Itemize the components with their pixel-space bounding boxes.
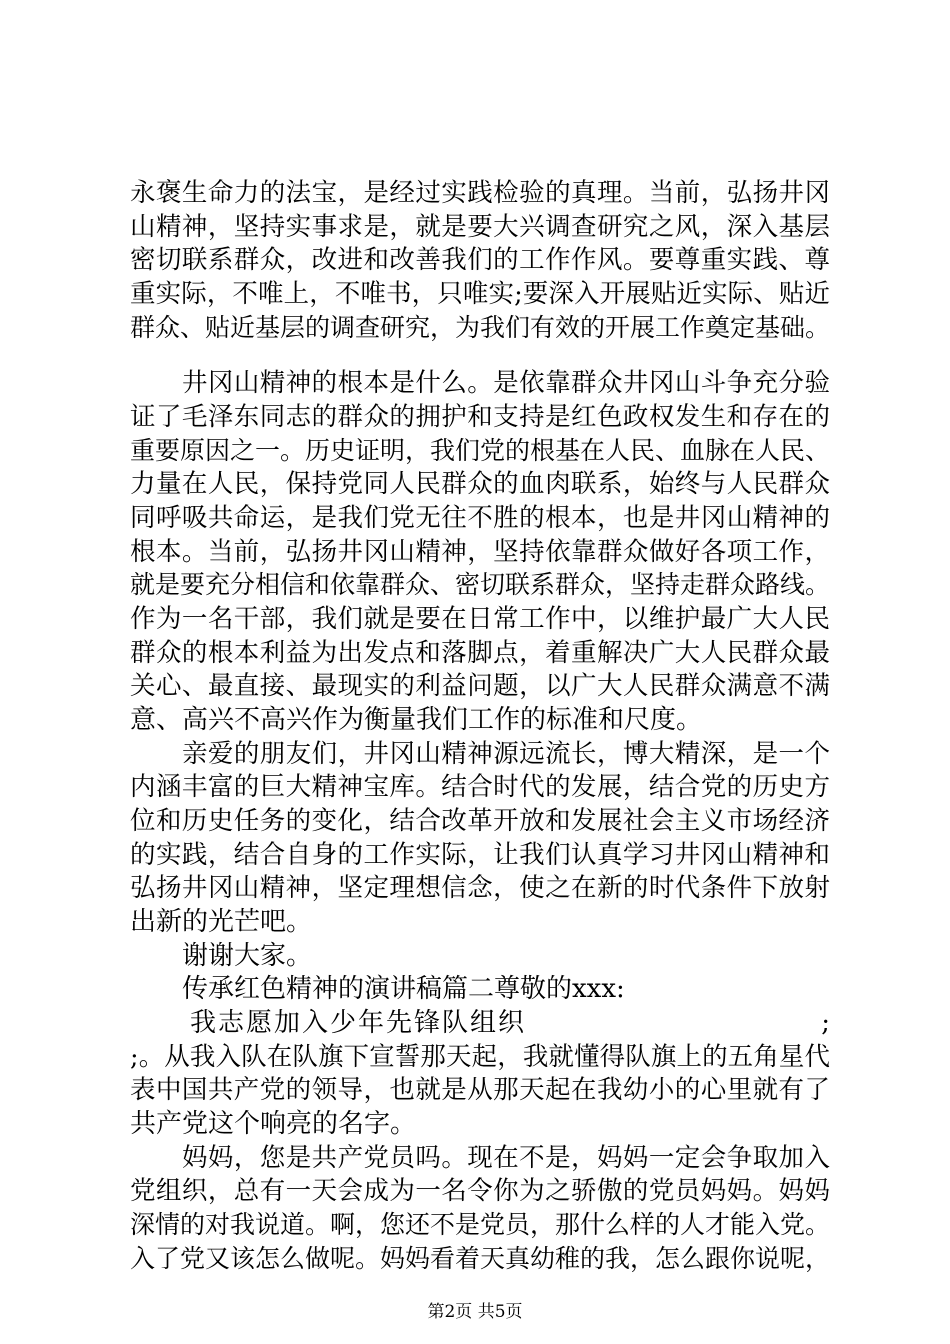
text-line: 深情的对我说道。啊，您还不是党员，那什么样的人才能入党。	[130, 1210, 831, 1239]
text-line: 关心、最直接、最现实的利益问题，以广大人民群众满意不满	[130, 671, 830, 701]
text-line: 入了党又该怎么做呢。妈妈看着天真幼稚的我，怎么跟你说呢，	[130, 1244, 831, 1273]
text-line: 重要原因之一。历史证明，我们党的根基在人民、血脉在人民、	[130, 436, 831, 465]
text-line: 井冈山精神的根本是什么。是依靠群众井冈山斗争充分验	[182, 368, 830, 398]
text-line: 共产党这个响亮的名字。	[130, 1109, 417, 1139]
text-line: 亲爱的朋友们，井冈山精神源远流长，博大精深，是一个	[182, 739, 830, 769]
thanks-line: 谢谢大家。	[182, 941, 313, 971]
text-line: 出新的光芒吧。	[130, 907, 313, 937]
text-line: 意、高兴不高兴作为衡量我们工作的标准和尺度。	[130, 705, 703, 735]
text-line: 位和历史任务的变化，结合改革开放和发展社会主义市场经济	[130, 806, 830, 836]
text-line: 弘扬井冈山精神，坚定理想信念，使之在新的时代条件下放射	[130, 873, 830, 903]
text-line: 的实践，结合自身的工作实际，让我们认真学习井冈山精神和	[130, 840, 830, 870]
oath-text: 我志愿加入少年先锋队组织	[190, 1008, 527, 1038]
text-line: 密切联系群众，改进和改善我们的工作作风。要尊重实践、尊	[130, 245, 830, 275]
oath-trailing: ;	[821, 1008, 830, 1038]
text-line: 就是要充分相信和依靠群众、密切联系群众，坚持走群众路线。	[130, 570, 831, 599]
section-title: 传承红色精神的演讲稿篇二尊敬的xxx:	[182, 974, 625, 1004]
text-line: 妈妈，您是共产党员吗。现在不是，妈妈一定会争取加入	[182, 1143, 830, 1173]
text-line: 山精神，坚持实事求是，就是要大兴调查研究之风，深入基层	[130, 212, 830, 242]
text-line: 永褒生命力的法宝，是经过实践检验的真理。当前，弘扬井冈	[130, 178, 830, 208]
text-line: 群众的根本利益为出发点和落脚点，着重解决广大人民群众最	[130, 638, 830, 668]
text-line: 表中国共产党的领导，也就是从那天起在我幼小的心里就有了	[130, 1075, 830, 1105]
oath-line	[182, 1006, 830, 1040]
page-footer: 第2页 共5页	[427, 1302, 523, 1322]
text-line: 群众、贴近基层的调查研究，为我们有效的开展工作奠定基础。	[130, 313, 831, 342]
text-line: 重实际，不唯上，不唯书，只唯实;要深入开展贴近实际、贴近	[130, 279, 830, 309]
text-line: 同呼吸共命运，是我们党无往不胜的根本，也是井冈山精神的	[130, 503, 830, 533]
text-line: 党组织，总有一天会成为一名令你为之骄傲的党员妈妈。妈妈	[130, 1176, 830, 1206]
text-line: ;。从我入队在队旗下宣誓那天起，我就懂得队旗上的五角星代	[130, 1042, 830, 1072]
text-line: 证了毛泽东同志的群众的拥护和支持是红色政权发生和存在的	[130, 402, 830, 432]
text-line: 作为一名干部，我们就是要在日常工作中，以维护最广大人民	[130, 604, 830, 634]
text-line: 内涵丰富的巨大精神宝库。结合时代的发展，结合党的历史方	[130, 772, 830, 802]
text-line: 力量在人民，保持党同人民群众的血肉联系，始终与人民群众	[130, 469, 830, 499]
text-line: 根本。当前，弘扬井冈山精神，坚持依靠群众做好各项工作，	[130, 537, 830, 567]
